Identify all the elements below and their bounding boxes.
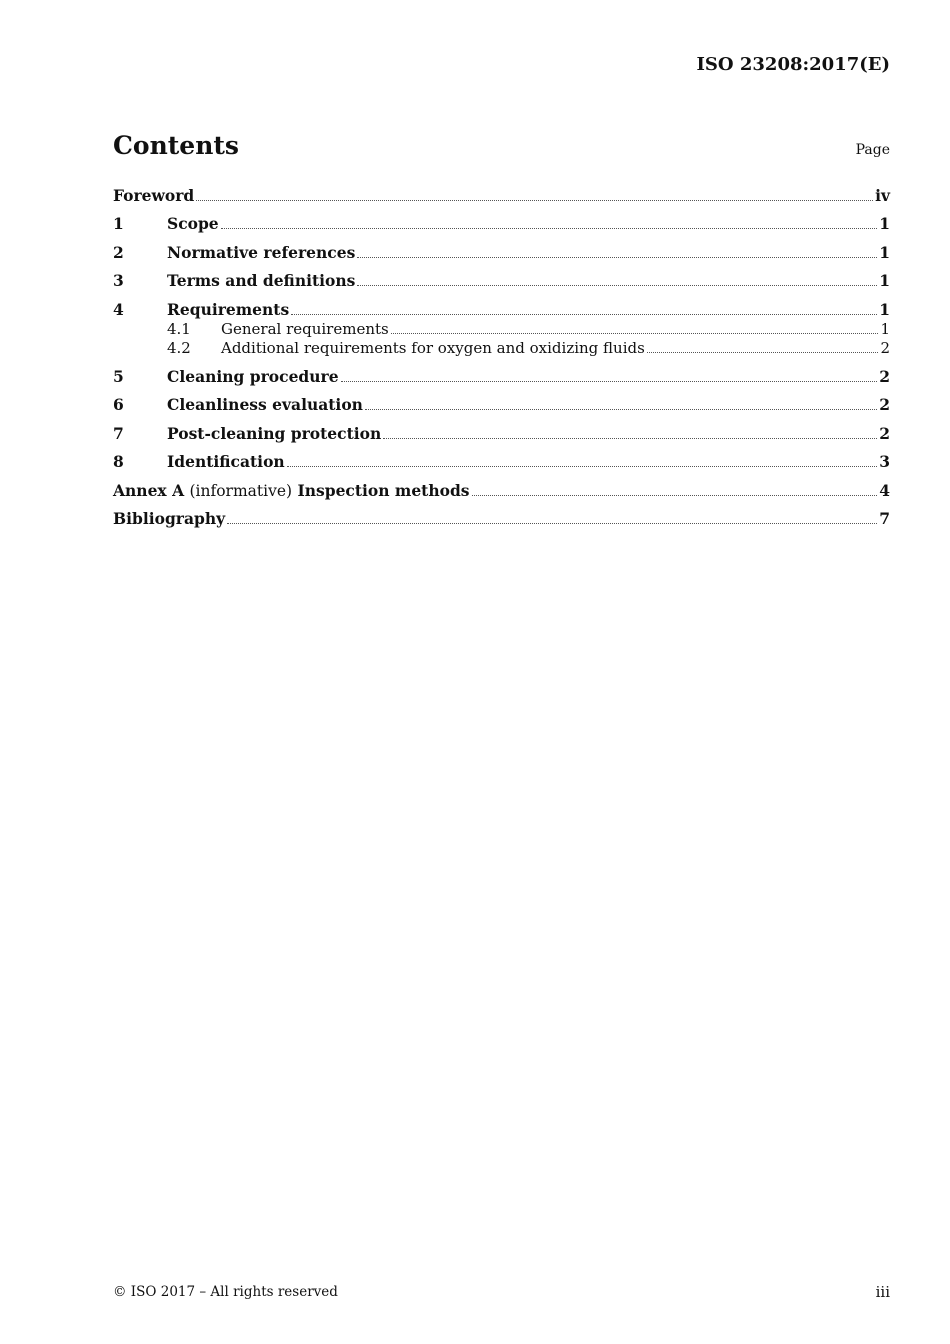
toc-entry-page: 2 bbox=[879, 424, 890, 443]
toc-entry-text bbox=[113, 481, 470, 501]
toc-entry-text: Terms and definitions bbox=[167, 271, 356, 290]
toc-entry-oxygen-requirements[interactable] bbox=[113, 339, 890, 358]
toc-entry-page: 1 bbox=[880, 320, 890, 338]
toc-entry-number: 6 bbox=[113, 395, 124, 414]
toc-entry-page: 1 bbox=[879, 271, 890, 290]
toc-entry-page: 1 bbox=[879, 214, 890, 233]
footer-copyright: © ISO 2017 – All rights reserved bbox=[113, 1284, 338, 1300]
table-of-contents bbox=[113, 184, 890, 529]
dot-leader bbox=[647, 351, 879, 353]
toc-entry-text: Additional requirements for oxygen and oxidizing fluids bbox=[221, 339, 645, 357]
page-column-label: Page bbox=[855, 142, 890, 158]
toc-entry-number: 8 bbox=[113, 452, 124, 471]
toc-entry-page: 1 bbox=[879, 300, 890, 319]
toc-entry-text: Scope bbox=[167, 214, 219, 233]
toc-entry-number: 3 bbox=[113, 271, 124, 290]
toc-entry-page: 4 bbox=[879, 481, 890, 500]
dot-leader bbox=[291, 313, 877, 315]
toc-entry-text: Requirements bbox=[167, 300, 290, 319]
toc-entry-text: Identification bbox=[167, 452, 285, 471]
dot-leader bbox=[227, 522, 877, 524]
toc-entry-text: Cleaning procedure bbox=[167, 367, 339, 386]
toc-entry-foreword[interactable] bbox=[113, 186, 890, 206]
dot-leader bbox=[221, 227, 878, 229]
toc-entry-text: Post-cleaning protection bbox=[167, 424, 382, 443]
toc-entry-number: 4.2 bbox=[167, 339, 191, 357]
dot-leader bbox=[341, 380, 878, 382]
toc-entry-page: 2 bbox=[880, 339, 890, 357]
toc-entry-number: 2 bbox=[113, 243, 124, 262]
toc-entry-text: Normative references bbox=[167, 243, 356, 262]
toc-entry-normative-references[interactable] bbox=[113, 243, 890, 263]
toc-entry-annex-a[interactable] bbox=[113, 481, 890, 501]
toc-title: Contents bbox=[113, 131, 240, 160]
dot-leader bbox=[196, 199, 873, 201]
toc-entry-cleaning-procedure[interactable] bbox=[113, 367, 890, 387]
toc-entry-number: 1 bbox=[113, 214, 124, 233]
footer-page-number: iii bbox=[875, 1283, 890, 1301]
toc-entry-text: Cleanliness evaluation bbox=[167, 395, 363, 414]
dot-leader bbox=[287, 465, 878, 467]
dot-leader bbox=[472, 494, 878, 496]
annex-type: (informative) bbox=[189, 482, 293, 500]
toc-entry-number: 4.1 bbox=[167, 320, 191, 338]
toc-entry-number: 4 bbox=[113, 300, 124, 319]
toc-entry-scope[interactable] bbox=[113, 214, 890, 234]
toc-entry-bibliography[interactable] bbox=[113, 509, 890, 529]
dot-leader bbox=[365, 408, 877, 410]
dot-leader bbox=[383, 437, 877, 439]
document-id: ISO 23208:2017(E) bbox=[696, 54, 890, 75]
toc-entry-requirements[interactable] bbox=[113, 300, 890, 320]
dot-leader bbox=[391, 332, 879, 334]
toc-entry-general-requirements[interactable] bbox=[113, 320, 890, 339]
toc-entry-identification[interactable] bbox=[113, 452, 890, 472]
toc-entry-number: 7 bbox=[113, 424, 124, 443]
toc-entry-page: iv bbox=[875, 186, 890, 205]
toc-entry-page: 2 bbox=[879, 395, 890, 414]
annex-title: Inspection methods bbox=[297, 481, 470, 500]
toc-entry-terms-and-definitions[interactable] bbox=[113, 271, 890, 291]
toc-entry-number: 5 bbox=[113, 367, 124, 386]
toc-entry-page: 1 bbox=[879, 243, 890, 262]
toc-entry-text: General requirements bbox=[221, 320, 389, 338]
toc-entry-cleanliness-evaluation[interactable] bbox=[113, 395, 890, 415]
toc-entry-text: Bibliography bbox=[113, 509, 226, 528]
toc-entry-page: 7 bbox=[879, 509, 890, 528]
dot-leader bbox=[357, 284, 877, 286]
annex-label: Annex A bbox=[113, 481, 185, 500]
toc-entry-page: 2 bbox=[879, 367, 890, 386]
toc-entry-page: 3 bbox=[879, 452, 890, 471]
toc-entry-text: Foreword bbox=[113, 186, 195, 205]
dot-leader bbox=[357, 256, 877, 258]
toc-entry-post-cleaning-protection[interactable] bbox=[113, 424, 890, 444]
